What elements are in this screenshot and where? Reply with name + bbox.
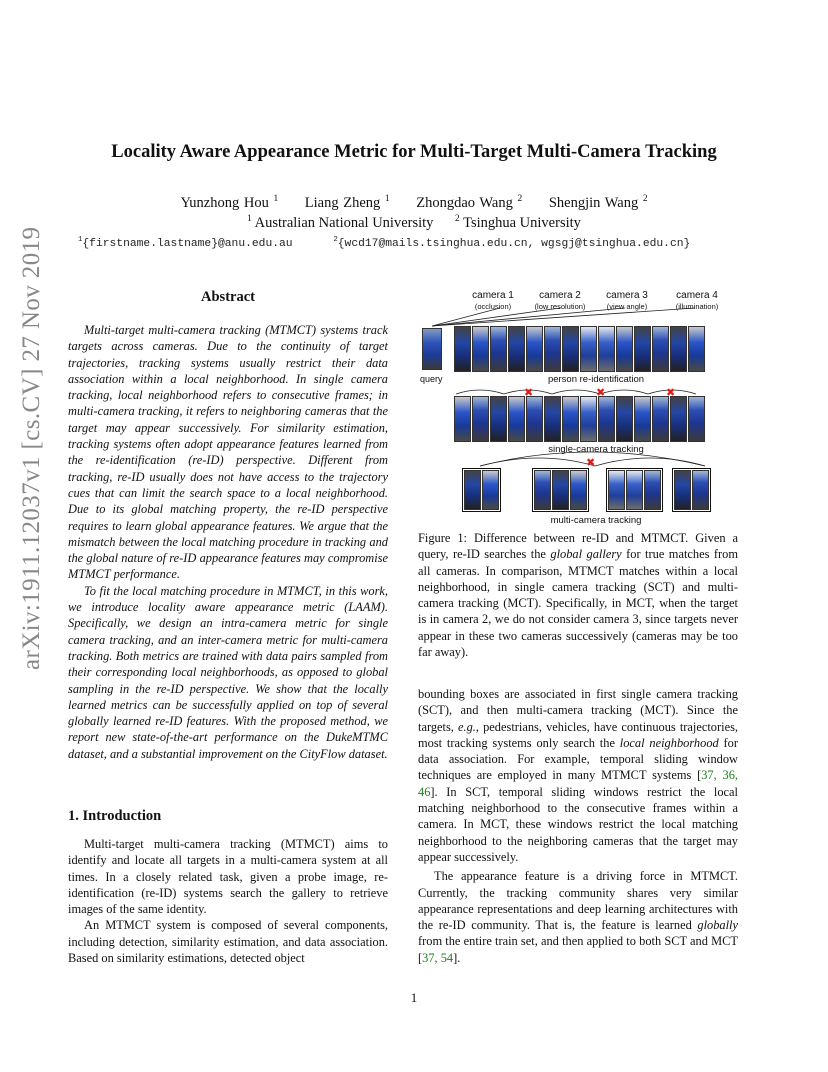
mismatch-x-icon: ✖ (524, 387, 534, 399)
mct-crop (674, 470, 691, 510)
mct-crop (644, 470, 661, 510)
author-4: Shengjin Wang $^2$ (548, 194, 648, 211)
sct-crop (580, 396, 597, 442)
mct-crop (534, 470, 551, 510)
mct-crop (570, 470, 587, 510)
gallery-crop (670, 326, 687, 372)
author-3: Zhongdao Wang $^2$ (416, 194, 523, 211)
author-1: Yunzhong Hou $^1$ (180, 194, 279, 211)
arxiv-identifier: arXiv:1911.12037v1 [cs.CV] 27 Nov 2019 (18, 226, 45, 670)
mct-camera-2-group (532, 468, 589, 512)
mct-crop (464, 470, 481, 510)
sct-crop (526, 396, 543, 442)
abstract-paragraph-1: Multi-target multi-camera tracking (MTMCT) systems track targets across cameras. Due to the continuity of target trajectories, tracking systems usually restrict their data association within a local neighborhood. In single camera tracking, local neighborhood refers to consecutive frames; in multi-camera tracking, it refers to neighboring cameras that the target may appear successively. For similarity estimation, tracking systems often adopt appearance features learned from the re-identification (re-ID) perspective. Different from tracking, re-ID usually does not have access to the trajectory cues that can limit the search space to a local neighborhood. Due to its global matching property, the re-ID perspective requires to learn global appearance features. We argue that the mismatch between the local matching procedure in tracking and the global nature of re-ID appearance features may compromise MTMCT performance. (68, 323, 388, 582)
sct-crop (652, 396, 669, 442)
mct-camera-1-group (462, 468, 501, 512)
sct-crop (508, 396, 525, 442)
mismatch-x-icon: ✖ (586, 457, 596, 469)
gallery-crop (634, 326, 651, 372)
citation-link[interactable]: 37, 54 (422, 950, 454, 965)
reid-row-label: person re-identification (547, 374, 645, 385)
sct-crop (472, 396, 489, 442)
right-paragraph-1: bounding boxes are associated in first single camera tracking (SCT), and then multi-camera tracking (MCT). Since the targets, e.g., pedestrians, vehicles, have continuous trajectories, most tracking systems only search the local neighborhood for data association. For example, temporal sliding window techniques are employed in many MTMCT systems [37, 36, 46]. In SCT, temporal sliding windows restrict the local matching neighborhood to the consecutive frames within a camera. In MCT, these windows restrict the local matching neighborhood to the neighboring cameras that the target may appear successively. (418, 687, 739, 864)
gallery-crop (652, 326, 669, 372)
figure-1-caption: Figure 1: Difference between re-ID and MTMCT. Given a query, re-ID searches the global gallery for true matches from all cameras. In comparison, MTMCT matches within a local neighborhood, in single camera tracking (SCT) and multi-camera tracking (MCT). Specifically, in MCT, when the target is in camera 2, we do not consider camera 3, since targets never appear in these two cameras successively (cameras may be too far away). (418, 531, 738, 660)
reid-gallery-strip (454, 326, 705, 372)
affiliation-1: $^1$ Australian National University (247, 214, 434, 231)
mct-crop (608, 470, 625, 510)
sct-crop (688, 396, 705, 442)
abstract-paragraph-2: To fit the local matching procedure in MTMCT, in this work, we introduce locality aware appearance metric (LAAM). Specifically, we design an intra-camera metric for single camera tracking, and an inter-camera metric for multi-camera tracking. Both metrics are trained with data pairs sampled from their corresponding local neighborhoods, as opposed to global sampling in the re-ID perspective. We show that the locally learned metrics can be successfully applied on top of several globally learned re-ID features. With the proposed method, we report new state-of-the-art performance on the DukeMTMC dataset, and a substantial improvement on the CityFlow dataset. (68, 583, 388, 761)
gallery-crop (508, 326, 525, 372)
intro-paragraph-1: Multi-target multi-camera tracking (MTMCT) aims to identify and locate all targets in a multi-camera system at all times. In a closely related task, given a probe image, re-identification (re-ID) systems search the gallery to retrieve images of the same identity. (68, 837, 388, 917)
mct-row-label: multi-camera tracking (550, 515, 642, 526)
abstract-body (68, 322, 388, 762)
query-label: query (420, 374, 443, 384)
right-paragraph-2: The appearance feature is a driving force in MTMCT. Currently, the tracking community shares very similar appearance representations and deep learning architectures with the re-ID community. That is, the feature is learned globally from the entire train set, and then applied to both SCT and MCT [37, 54]. (418, 869, 738, 965)
sct-crop (634, 396, 651, 442)
introduction-body (68, 836, 388, 966)
sct-crop (490, 396, 507, 442)
sct-crop (616, 396, 633, 442)
gallery-crop (544, 326, 561, 372)
mct-crop (552, 470, 569, 510)
sct-row-label: single-camera tracking (548, 444, 644, 455)
affiliations (0, 214, 828, 232)
gallery-crop (688, 326, 705, 372)
camera-3-label: camera 3 (view angle) (606, 290, 648, 311)
gallery-crop (580, 326, 597, 372)
author-emails (78, 236, 690, 250)
abstract-heading: Abstract (201, 289, 255, 305)
gallery-crop (598, 326, 615, 372)
sct-crop (454, 396, 471, 442)
query-image (422, 328, 442, 370)
mct-crop (626, 470, 643, 510)
mct-crop (482, 470, 499, 510)
affiliation-2: $^2$ Tsinghua University (455, 214, 581, 231)
camera-4-label: camera 4 (illumination) (675, 290, 719, 311)
paper-title: Locality Aware Appearance Metric for Multi-Target Multi-Camera Tracking (111, 142, 717, 162)
mismatch-x-icon: ✖ (596, 387, 606, 399)
gallery-crop (526, 326, 543, 372)
email-1[interactable]: $^1${firstname.lastname}@anu.edu.au (78, 236, 293, 250)
email-2[interactable]: $^2${wcd17@mails.tsinghua.edu.cn, wgsgj@tsinghua.edu.cn} (333, 236, 691, 250)
section-heading-introduction: 1. Introduction (68, 808, 162, 824)
right-column-body (418, 686, 738, 966)
intro-paragraph-2: An MTMCT system is composed of several components, including detection, similarity estimation, and data association. Based on similarity estimations, detected object (68, 918, 388, 966)
gallery-crop (562, 326, 579, 372)
citation-link[interactable]: 37, 36, 46 (418, 768, 738, 799)
figure-1 (420, 288, 738, 528)
mct-camera-4-group (672, 468, 711, 512)
gallery-crop (490, 326, 507, 372)
sct-crop (562, 396, 579, 442)
sct-crop (670, 396, 687, 442)
camera-2-label: camera 2 (low resolution) (534, 290, 586, 311)
sct-strip (454, 396, 705, 442)
gallery-crop (454, 326, 471, 372)
gallery-crop (616, 326, 633, 372)
gallery-crop (472, 326, 489, 372)
page-number: 1 (410, 990, 418, 1005)
sct-crop (598, 396, 615, 442)
author-list (0, 194, 828, 212)
author-2: Liang Zheng $^1$ (304, 194, 390, 211)
sct-crop (544, 396, 561, 442)
mct-crop (692, 470, 709, 510)
mismatch-x-icon: ✖ (666, 387, 676, 399)
camera-1-label: camera 1 (occlusion) (472, 290, 514, 311)
mct-camera-3-group (606, 468, 663, 512)
